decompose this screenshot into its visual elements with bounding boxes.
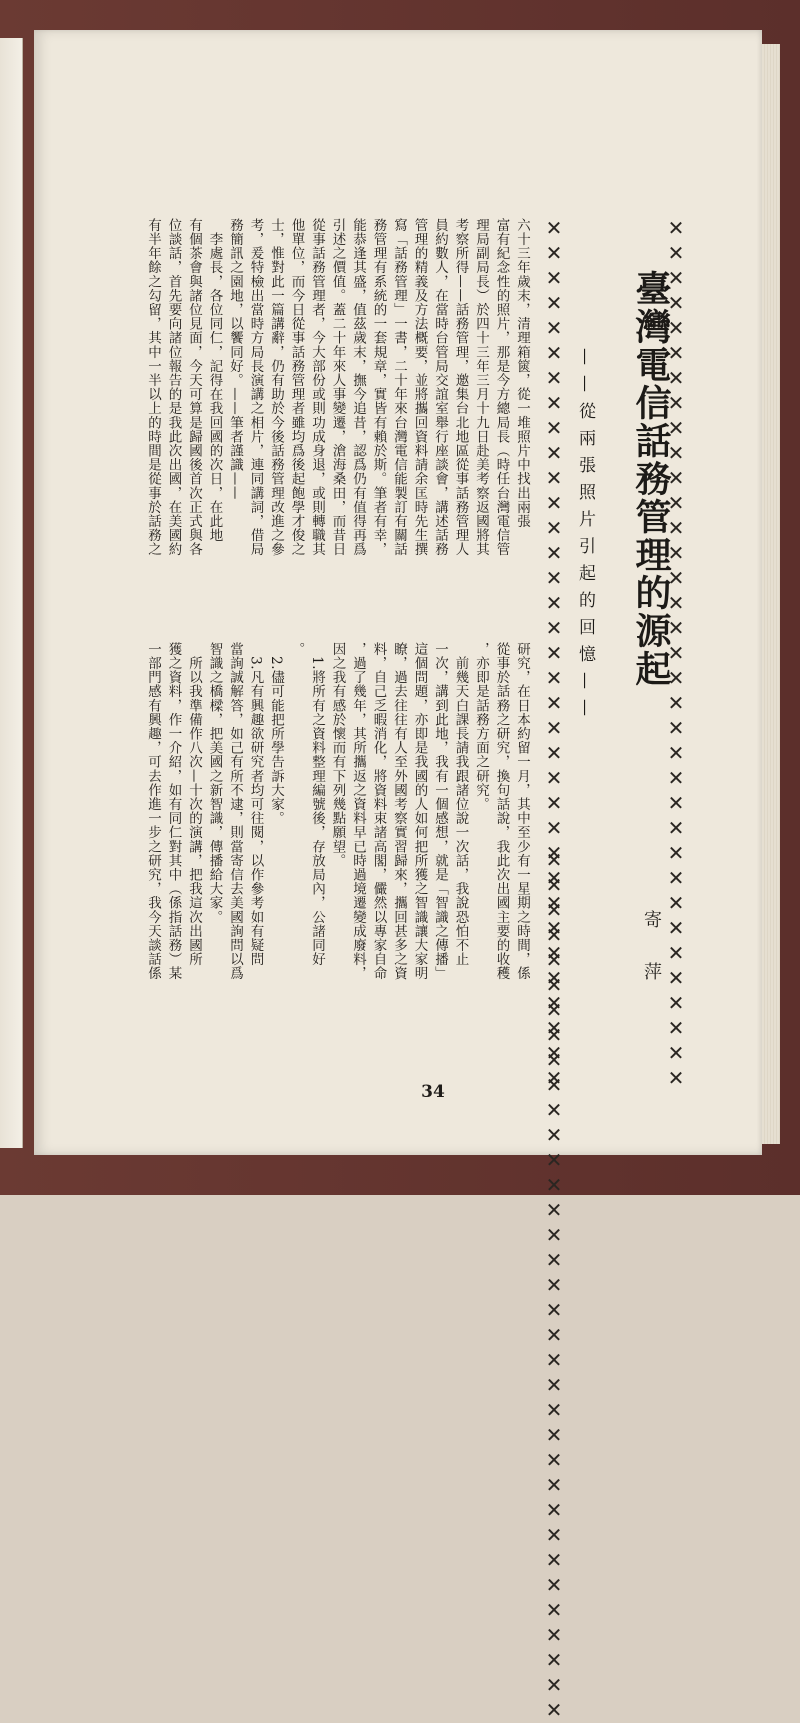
text-column: 寫「話務管理」一書，二十年來台灣電信能製訂有關話 [391, 218, 407, 557]
text-column: 這個問題，亦即是我國的人如何把所獲之智識讓大家明 [411, 642, 428, 981]
ornament-border-left-top: ✕✕✕✕✕✕✕✕✕✕✕✕✕✕✕✕✕✕✕✕✕✕✕✕✕✕✕✕✕✕✕✕✕✕✕ [542, 216, 566, 1091]
ornament-border-right: ✕✕✕✕✕✕✕✕✕✕✕✕✕✕✕✕✕✕✕✕✕✕✕✕✕✕✕✕✕✕✕✕✕✕✕ [664, 216, 688, 1091]
article-author: 寄萍 [641, 910, 662, 1014]
text-column: 所以我準備作八次—十次的演講，把我這次出國所 [186, 642, 202, 967]
text-column: 務管理有系統的一套規章，實皆有賴於斯。筆者有幸， [370, 218, 387, 557]
text-column: 引述之價值。蓋二十年來人事變遷，滄海桑田，而昔日 [329, 218, 346, 557]
text-column: 有半年餘之勾留，其中一半以上的時間是從事於話務之 [145, 218, 161, 557]
text-column: ，過了幾年，其所攜返之資料早已時過境遷變成廢料， [350, 642, 366, 981]
text-column: 六十三年歲末，清理箱篋，從一堆照片中找出兩張 [514, 218, 530, 529]
text-column: 一次，講到此地，我有一個感想，就是「智識之傳播」 [432, 642, 448, 981]
text-column: 研究，在日本約留一月，其中至少有一星期之時間，係 [514, 642, 530, 981]
body-text-upper [88, 218, 532, 622]
text-column: 富有紀念性的照片，那是今方總局長（時任台灣電信管 [493, 218, 510, 557]
text-column: 有個茶會與諸位見面，今天可算是歸國後首次正式與各 [186, 218, 202, 557]
text-column: 智識之橋樑，把美國之新智識，傳播給大家。 [206, 642, 223, 924]
text-column: 從事話務管理者，今大部份或則功成身退，或則轉職其 [309, 218, 325, 557]
ornament-border-left-bottom: ✕✕✕✕✕✕✕✕✕✕✕✕✕✕✕✕✕✕✕✕✕✕✕✕✕✕✕✕✕✕✕✕✕✕✕ [542, 848, 566, 1723]
text-column: 3.凡有興趣欲研究者均可往閱，以作參考如有疑問 [247, 642, 264, 967]
text-column: 。 [288, 642, 305, 657]
text-column: 料，自己乏暇消化，將資料束諸高閣，儼然以專家自命 [370, 642, 387, 981]
facing-page-edge [0, 38, 23, 1148]
text-column: 他單位，而今日從事話務管理者雖均爲後起飽學才俊之 [288, 218, 305, 557]
article-title: 臺灣電信話務管理的源起 [630, 270, 672, 688]
text-column: 管理的精義及方法概要，並將攜回資料請余匡時先生撰 [411, 218, 428, 557]
text-column: 因之我有感於懷而有下列幾點願望。 [329, 642, 346, 868]
page-number: 34 [421, 1082, 445, 1102]
text-column: 2.儘可能把所學告訴大家。 [268, 642, 284, 826]
text-column: 理局副局長）於四十三年三月十九日赴美考察返國將其 [473, 218, 489, 557]
text-column: 1.將所有之資料整理編號後，存放局內，公諸同好 [309, 642, 325, 967]
text-column: 李處長，各位同仁，記得在我回國的次日，在此地 [206, 218, 223, 543]
text-column: 一部門感有興趣，可去作進一步之研究，我今天談話係 [145, 642, 161, 981]
body-text-lower [88, 642, 532, 1058]
text-column: 士，惟對此一篇講辭，仍有助於今後話務管理改進之參 [268, 218, 284, 557]
text-column: 位談話，首先要向諸位報告的是我此次出國，在美國約 [165, 218, 182, 557]
text-column: 獲之資料，作一介紹，如有同仁對其中（係指話務）某 [165, 642, 182, 981]
text-column: 考，爰特檢出當時方局長演講之相片，連同講詞，借局 [247, 218, 264, 557]
article-subtitle: ——從兩張照片引起的回憶—— [575, 348, 595, 726]
text-column: 當詢誠解答，如己有所不逮，則當寄信去美國詢問以爲 [227, 642, 243, 981]
text-column: 考察所得——話務管理，邀集台北地區從事話務管理人 [452, 218, 469, 557]
text-column: ，亦即是話務方面之研究。 [473, 642, 489, 812]
text-column: 務簡訊之園地，以饗同好。——筆者謹識—— [227, 218, 243, 500]
text-column: 能恭逢其盛，值茲歲末，撫今追昔，認爲仍有值得再爲 [350, 218, 366, 557]
text-column: 瞭，過去往往有人至外國考察實習歸來，攜回甚多之資 [391, 642, 407, 981]
text-column: 前幾天白課長請我跟諸位說一次話，我說恐怕不止 [452, 642, 469, 967]
page-stack-edge [762, 44, 780, 1144]
text-column: 員約數人，在當時台管局交誼室舉行座談會，講述話務 [432, 218, 448, 557]
book-page [34, 30, 762, 1723]
text-column: 從事於話務之研究，換句話說，我此次出國主要的收穫 [493, 642, 510, 981]
